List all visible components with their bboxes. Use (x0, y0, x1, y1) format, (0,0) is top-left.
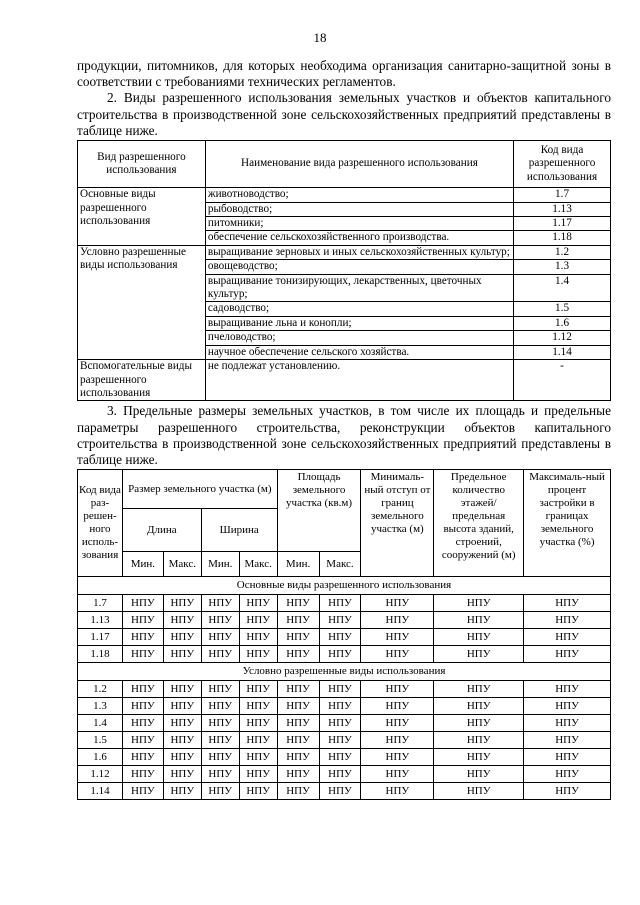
value-cell: НПУ (319, 783, 361, 800)
value-cell: НПУ (524, 612, 611, 629)
code-cell: 1.7 (78, 595, 123, 612)
value-cell: НПУ (122, 595, 163, 612)
value-cell: НПУ (319, 612, 361, 629)
header-floors: Предельное количество этажей/ предельная высота зданий, строений, сооружений (м) (434, 470, 524, 577)
value-cell: НПУ (361, 681, 434, 698)
value-cell: НПУ (524, 749, 611, 766)
code-cell: 1.14 (78, 783, 123, 800)
code-cell: 1.6 (78, 749, 123, 766)
value-cell: НПУ (361, 646, 434, 663)
table-row (78, 732, 611, 749)
value-cell: НПУ (361, 612, 434, 629)
value-cell: НПУ (239, 595, 277, 612)
use-code-cell: 1.17 (514, 217, 611, 231)
value-cell: НПУ (201, 732, 239, 749)
value-cell: НПУ (361, 715, 434, 732)
value-cell: НПУ (122, 766, 163, 783)
value-cell: НПУ (319, 698, 361, 715)
header-use-type: Вид разрешенного использования (78, 141, 206, 188)
value-cell: НПУ (122, 698, 163, 715)
value-cell: НПУ (122, 732, 163, 749)
value-cell: НПУ (163, 698, 201, 715)
page-content (77, 58, 611, 800)
value-cell: НПУ (163, 715, 201, 732)
use-name-cell: пчеловодство; (205, 331, 513, 345)
value-cell: НПУ (361, 595, 434, 612)
value-cell: НПУ (239, 749, 277, 766)
header-setback: Минималь-ный отступ от границ земельного участка (м) (361, 470, 434, 577)
use-code-cell: - (514, 360, 611, 401)
use-code-cell: 1.3 (514, 260, 611, 274)
value-cell: НПУ (434, 732, 524, 749)
code-cell: 1.5 (78, 732, 123, 749)
table-header-row (78, 141, 611, 188)
value-cell: НПУ (239, 766, 277, 783)
code-cell: 1.12 (78, 766, 123, 783)
value-cell: НПУ (163, 732, 201, 749)
value-cell: НПУ (277, 681, 319, 698)
value-cell: НПУ (277, 629, 319, 646)
header-width-max: Макс. (239, 552, 277, 577)
value-cell: НПУ (524, 629, 611, 646)
paragraph-3: 3. Предельные размеры земельных участков, в том числе их площадь и предельные параметры разрешенного строительства, реконструкции объектов капитального строительства в производственной зоне сельскохозяйственных предприятий представлены в таблице ниже. (77, 403, 611, 467)
value-cell: НПУ (319, 646, 361, 663)
value-cell: НПУ (361, 766, 434, 783)
use-name-cell: овощеводство; (205, 260, 513, 274)
value-cell: НПУ (122, 681, 163, 698)
value-cell: НПУ (122, 783, 163, 800)
code-cell: 1.13 (78, 612, 123, 629)
header-width: Ширина (201, 509, 277, 552)
value-cell: НПУ (201, 629, 239, 646)
value-cell: НПУ (277, 715, 319, 732)
use-name-cell: выращивание тонизирующих, лекарственных, цветочных культур; (205, 274, 513, 302)
value-cell: НПУ (163, 681, 201, 698)
value-cell: НПУ (524, 715, 611, 732)
use-code-cell: 1.4 (514, 274, 611, 302)
permitted-use-table (77, 140, 611, 401)
limits-table (77, 469, 611, 800)
value-cell: НПУ (434, 681, 524, 698)
table-row (78, 766, 611, 783)
value-cell: НПУ (361, 783, 434, 800)
value-cell: НПУ (277, 766, 319, 783)
value-cell: НПУ (277, 595, 319, 612)
use-name-cell: рыбоводство; (205, 202, 513, 216)
use-code-cell: 1.13 (514, 202, 611, 216)
header-length-min: Мин. (122, 552, 163, 577)
use-code-cell: 1.12 (514, 331, 611, 345)
table-row (78, 749, 611, 766)
value-cell: НПУ (434, 715, 524, 732)
value-cell: НПУ (239, 681, 277, 698)
value-cell: НПУ (277, 732, 319, 749)
value-cell: НПУ (201, 612, 239, 629)
value-cell: НПУ (277, 646, 319, 663)
value-cell: НПУ (163, 766, 201, 783)
value-cell: НПУ (524, 646, 611, 663)
header-area: Площадь земельного участка (кв.м) (277, 470, 361, 552)
value-cell: НПУ (163, 749, 201, 766)
value-cell: НПУ (201, 749, 239, 766)
header-use-name: Наименование вида разрешенного использования (205, 141, 513, 188)
header-length: Длина (122, 509, 201, 552)
value-cell: НПУ (122, 715, 163, 732)
value-cell: НПУ (239, 698, 277, 715)
header-area-max: Макс. (319, 552, 361, 577)
use-code-cell: 1.7 (514, 188, 611, 202)
value-cell: НПУ (319, 732, 361, 749)
use-name-cell: выращивание зерновых и иных сельскохозяйственных культур; (205, 245, 513, 259)
use-name-cell: обеспечение сельскохозяйственного производства. (205, 231, 513, 245)
table-row (78, 646, 611, 663)
header-width-min: Мин. (201, 552, 239, 577)
value-cell: НПУ (277, 749, 319, 766)
value-cell: НПУ (122, 612, 163, 629)
value-cell: НПУ (201, 698, 239, 715)
use-code-cell: 1.2 (514, 245, 611, 259)
value-cell: НПУ (163, 783, 201, 800)
value-cell: НПУ (361, 732, 434, 749)
value-cell: НПУ (122, 749, 163, 766)
value-cell: НПУ (434, 698, 524, 715)
value-cell: НПУ (524, 698, 611, 715)
paragraph-1: продукции, питомников, для которых необходима организация санитарно-защитной зоны в соответствии с требованиями технических регламентов. (77, 58, 611, 90)
use-name-cell: не подлежат установлению. (205, 360, 513, 401)
value-cell: НПУ (434, 612, 524, 629)
table-row (78, 681, 611, 698)
code-cell: 1.2 (78, 681, 123, 698)
value-cell: НПУ (277, 783, 319, 800)
paragraph-2: 2. Виды разрешенного использования земельных участков и объектов капитального строительства в производственной зоне сельскохозяйственных предприятий представлены в таблице ниже. (77, 90, 611, 138)
group-header-row (78, 663, 611, 681)
value-cell: НПУ (434, 783, 524, 800)
value-cell: НПУ (319, 629, 361, 646)
code-cell: 1.3 (78, 698, 123, 715)
use-type-cell: Условно разрешенные виды использования (78, 245, 206, 359)
value-cell: НПУ (434, 646, 524, 663)
value-cell: НПУ (524, 595, 611, 612)
use-type-cell: Вспомогательные виды разрешенного использования (78, 360, 206, 401)
table-row (78, 360, 611, 401)
value-cell: НПУ (163, 629, 201, 646)
use-name-cell: садоводство; (205, 302, 513, 316)
table-row (78, 595, 611, 612)
table-row (78, 698, 611, 715)
value-cell: НПУ (201, 766, 239, 783)
use-code-cell: 1.18 (514, 231, 611, 245)
value-cell: НПУ (201, 595, 239, 612)
group-header-row (78, 577, 611, 595)
value-cell: НПУ (524, 732, 611, 749)
use-name-cell: питомники; (205, 217, 513, 231)
value-cell: НПУ (239, 715, 277, 732)
value-cell: НПУ (163, 612, 201, 629)
use-code-cell: 1.6 (514, 316, 611, 330)
value-cell: НПУ (201, 646, 239, 663)
value-cell: НПУ (319, 749, 361, 766)
value-cell: НПУ (239, 783, 277, 800)
use-type-cell: Основные виды разрешенного использования (78, 188, 206, 246)
value-cell: НПУ (434, 766, 524, 783)
value-cell: НПУ (239, 612, 277, 629)
code-cell: 1.4 (78, 715, 123, 732)
use-code-cell: 1.14 (514, 345, 611, 359)
value-cell: НПУ (434, 749, 524, 766)
value-cell: НПУ (277, 698, 319, 715)
value-cell: НПУ (361, 749, 434, 766)
header-size: Размер земельного участка (м) (122, 470, 277, 509)
table-row (78, 612, 611, 629)
value-cell: НПУ (201, 715, 239, 732)
group-title-cell: Основные виды разрешенного использования (78, 577, 611, 595)
value-cell: НПУ (122, 646, 163, 663)
table-row (78, 715, 611, 732)
value-cell: НПУ (361, 629, 434, 646)
table-row (78, 629, 611, 646)
header-code: Код вида раз-решен-ного исполь-зования (78, 470, 123, 577)
table-header-row (78, 470, 611, 509)
value-cell: НПУ (163, 595, 201, 612)
value-cell: НПУ (319, 681, 361, 698)
header-coverage: Максималь-ный процент застройки в границах земельного участка (%) (524, 470, 611, 577)
use-name-cell: животноводство; (205, 188, 513, 202)
value-cell: НПУ (201, 783, 239, 800)
table-row (78, 783, 611, 800)
use-name-cell: научное обеспечение сельского хозяйства. (205, 345, 513, 359)
value-cell: НПУ (524, 783, 611, 800)
use-code-cell: 1.5 (514, 302, 611, 316)
value-cell: НПУ (122, 629, 163, 646)
value-cell: НПУ (201, 681, 239, 698)
value-cell: НПУ (239, 629, 277, 646)
value-cell: НПУ (319, 595, 361, 612)
value-cell: НПУ (524, 681, 611, 698)
value-cell: НПУ (239, 732, 277, 749)
value-cell: НПУ (524, 766, 611, 783)
value-cell: НПУ (163, 646, 201, 663)
group-title-cell: Условно разрешенные виды использования (78, 663, 611, 681)
page-number: 18 (313, 30, 327, 45)
value-cell: НПУ (434, 629, 524, 646)
use-name-cell: выращивание льна и конопли; (205, 316, 513, 330)
value-cell: НПУ (319, 715, 361, 732)
code-cell: 1.17 (78, 629, 123, 646)
table-row (78, 188, 611, 202)
value-cell: НПУ (277, 612, 319, 629)
header-use-code: Код вида разрешенного использования (514, 141, 611, 188)
value-cell: НПУ (434, 595, 524, 612)
header-length-max: Макс. (163, 552, 201, 577)
value-cell: НПУ (361, 698, 434, 715)
value-cell: НПУ (239, 646, 277, 663)
header-area-min: Мин. (277, 552, 319, 577)
code-cell: 1.18 (78, 646, 123, 663)
table-row (78, 245, 611, 259)
value-cell: НПУ (319, 766, 361, 783)
